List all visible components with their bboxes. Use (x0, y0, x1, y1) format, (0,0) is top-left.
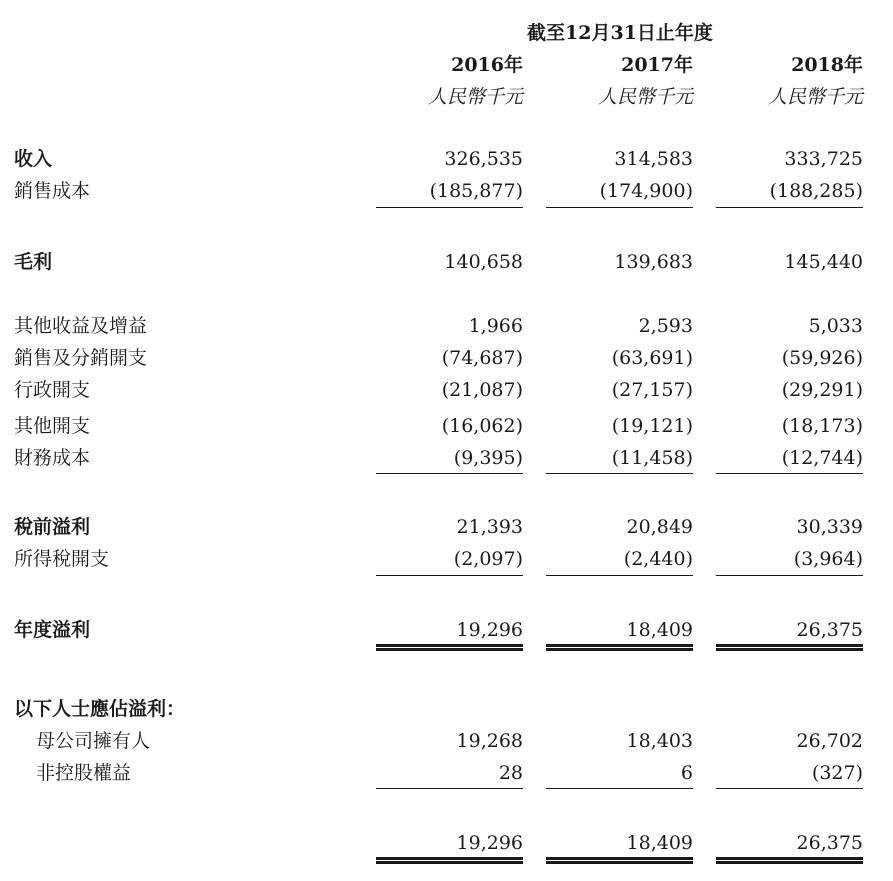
row-label-cost-of-sales: 銷售成本 (14, 180, 91, 202)
row-label-income-tax: 所得稅開支 (14, 548, 110, 570)
cell-profit-for-year-2016: 19,296 (456, 619, 523, 641)
cell-gross-profit-2018: 145,440 (784, 251, 863, 273)
cell-other-expenses-2017: (19,121) (611, 415, 693, 437)
cell-finance-costs-2017: (11,458) (611, 447, 693, 469)
cell-total-2016: 19,296 (456, 832, 523, 854)
row-label-non-controlling: 非控股權益 (36, 762, 132, 784)
cell-revenue-2017: 314,583 (614, 148, 693, 170)
subtotal-rule (716, 473, 863, 474)
unit-label-2016: 人民幣千元 (427, 86, 523, 108)
cell-income-tax-2016: (2,097) (453, 548, 523, 570)
year-2016-header: 2016年 (451, 54, 523, 76)
cell-profit-for-year-2018: 26,375 (796, 619, 863, 641)
row-label-selling-expenses: 銷售及分銷開支 (14, 347, 148, 369)
cell-finance-costs-2018: (12,744) (781, 447, 863, 469)
cell-non-controlling-2017: 6 (680, 762, 693, 784)
year-2017-header: 2017年 (621, 54, 693, 76)
cell-revenue-2016: 326,535 (444, 148, 523, 170)
cell-cost-of-sales-2017: (174,900) (599, 180, 693, 202)
row-label-owners-of-parent: 母公司擁有人 (36, 730, 151, 752)
subtotal-rule (716, 788, 863, 789)
cell-owners-of-parent-2017: 18,403 (626, 730, 693, 752)
subtotal-rule (546, 575, 693, 576)
subtotal-rule (376, 207, 523, 208)
row-label-gross-profit: 毛利 (14, 251, 53, 273)
cell-selling-expenses-2016: (74,687) (441, 347, 523, 369)
cell-profit-before-tax-2017: 20,849 (626, 516, 693, 538)
cell-income-tax-2018: (3,964) (793, 548, 863, 570)
subtotal-rule (376, 575, 523, 576)
cell-admin-expenses-2017: (27,157) (611, 379, 693, 401)
row-label-profit-for-year: 年度溢利 (14, 619, 91, 641)
subtotal-rule (376, 788, 523, 789)
total-double-rule (376, 644, 523, 651)
cell-gross-profit-2016: 140,658 (444, 251, 523, 273)
row-label-profit-before-tax: 稅前溢利 (14, 516, 91, 538)
cell-other-expenses-2016: (16,062) (441, 415, 523, 437)
cell-admin-expenses-2016: (21,087) (441, 379, 523, 401)
cell-selling-expenses-2017: (63,691) (611, 347, 693, 369)
cell-cost-of-sales-2018: (188,285) (769, 180, 863, 202)
cell-profit-before-tax-2016: 21,393 (456, 516, 523, 538)
row-label-finance-costs: 財務成本 (14, 447, 91, 469)
cell-non-controlling-2016: 28 (498, 762, 523, 784)
cell-owners-of-parent-2018: 26,702 (796, 730, 863, 752)
total-double-rule (716, 644, 863, 651)
cell-other-income-2017: 2,593 (638, 315, 693, 337)
total-double-rule (376, 857, 523, 864)
cell-gross-profit-2017: 139,683 (614, 251, 693, 273)
cell-admin-expenses-2018: (29,291) (781, 379, 863, 401)
subtotal-rule (376, 473, 523, 474)
subtotal-rule (716, 575, 863, 576)
subtotal-rule (546, 788, 693, 789)
cell-other-expenses-2018: (18,173) (781, 415, 863, 437)
cell-other-income-2018: 5,033 (808, 315, 863, 337)
unit-label-2017: 人民幣千元 (597, 86, 693, 108)
cell-profit-before-tax-2018: 30,339 (796, 516, 863, 538)
cell-revenue-2018: 333,725 (784, 148, 863, 170)
cell-total-2018: 26,375 (796, 832, 863, 854)
cell-selling-expenses-2018: (59,926) (781, 347, 863, 369)
cell-owners-of-parent-2016: 19,268 (456, 730, 523, 752)
cell-income-tax-2017: (2,440) (623, 548, 693, 570)
cell-profit-for-year-2017: 18,409 (626, 619, 693, 641)
cell-cost-of-sales-2016: (185,877) (429, 180, 523, 202)
row-label-attributable-to: 以下人士應佔溢利： (14, 698, 186, 720)
total-double-rule (546, 644, 693, 651)
year-2018-header: 2018年 (791, 54, 863, 76)
subtotal-rule (716, 207, 863, 208)
unit-label-2018: 人民幣千元 (767, 86, 863, 108)
subtotal-rule (546, 473, 693, 474)
row-label-admin-expenses: 行政開支 (14, 379, 91, 401)
total-double-rule (716, 857, 863, 864)
row-label-revenue: 收入 (14, 148, 53, 170)
cell-other-income-2016: 1,966 (468, 315, 523, 337)
subtotal-rule (546, 207, 693, 208)
row-label-other-expenses: 其他開支 (14, 415, 91, 437)
cell-non-controlling-2018: (327) (811, 762, 863, 784)
cell-total-2017: 18,409 (626, 832, 693, 854)
period-heading: 截至12月31日止年度 (527, 22, 713, 44)
total-double-rule (546, 857, 693, 864)
cell-finance-costs-2016: (9,395) (453, 447, 523, 469)
row-label-other-income: 其他收益及增益 (14, 315, 148, 337)
